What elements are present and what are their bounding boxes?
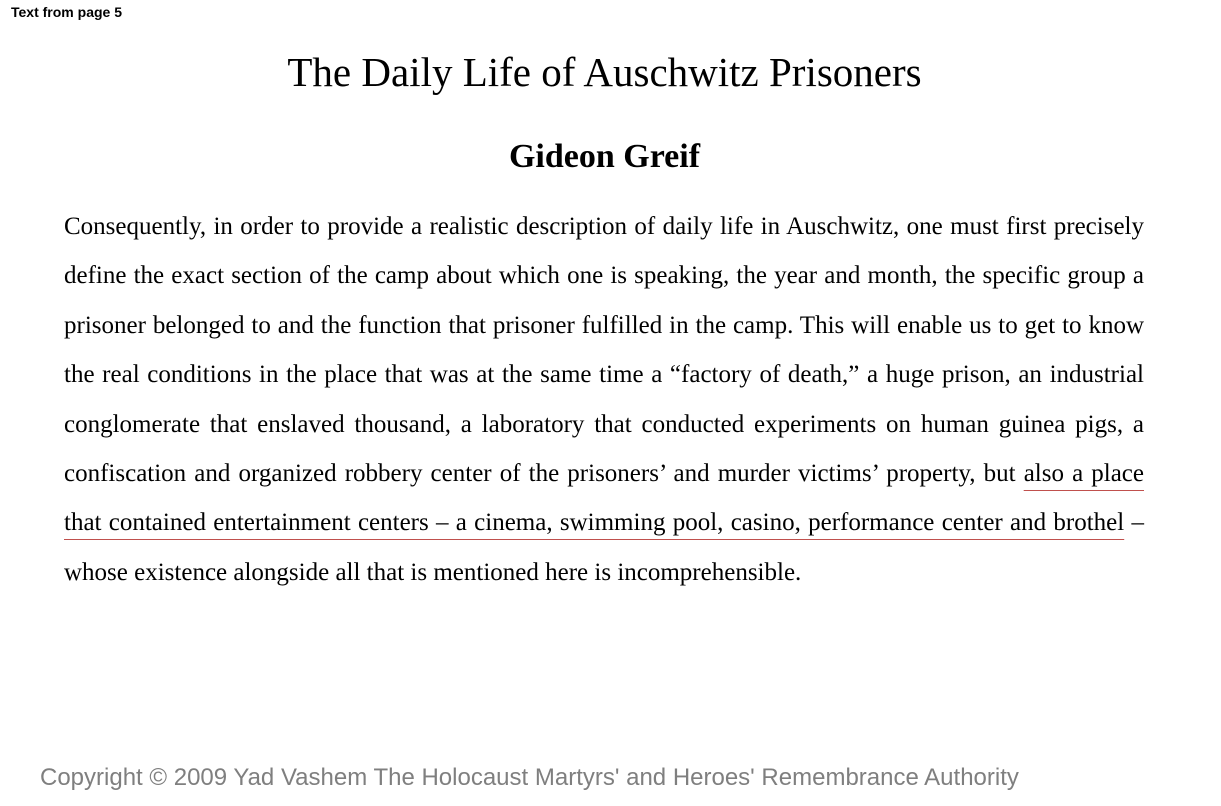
document-title: The Daily Life of Auschwitz Prisoners bbox=[287, 49, 922, 95]
paragraph-text-after: – whose existence alongside all that is mentioned here is incomprehensible. bbox=[64, 509, 1144, 586]
paragraph-text-before: Consequently, in order to provide a realistic description of daily life in Auschwitz, one must first precisely define the exact section of the camp about which one is speaking, the year and month, the specific group a prisoner belonged to and the function that prisoner fulfilled in the camp. This will enable us to get to know the real conditions in the place that was at the same time a “factory of death,” a huge prison, an industrial conglomerate that enslaved thousand, a laboratory that conducted experiments on human guinea pigs, a confiscation and organized robbery center of the prisoners’ and murder victims’ property, but bbox=[64, 213, 1144, 488]
document-author: Gideon Greif bbox=[508, 138, 701, 175]
body-paragraph bbox=[64, 202, 1144, 597]
highlighted-passage: also a place that contained entertainment centers – a cinema, swimming pool, casino, performance center and brothel bbox=[64, 460, 1144, 537]
copyright-notice: Copyright © 2009 Yad Vashem The Holocaust Martyrs' and Heroes' Remembrance Authority bbox=[40, 764, 1019, 791]
page-label: Text from page 5 bbox=[11, 4, 122, 20]
